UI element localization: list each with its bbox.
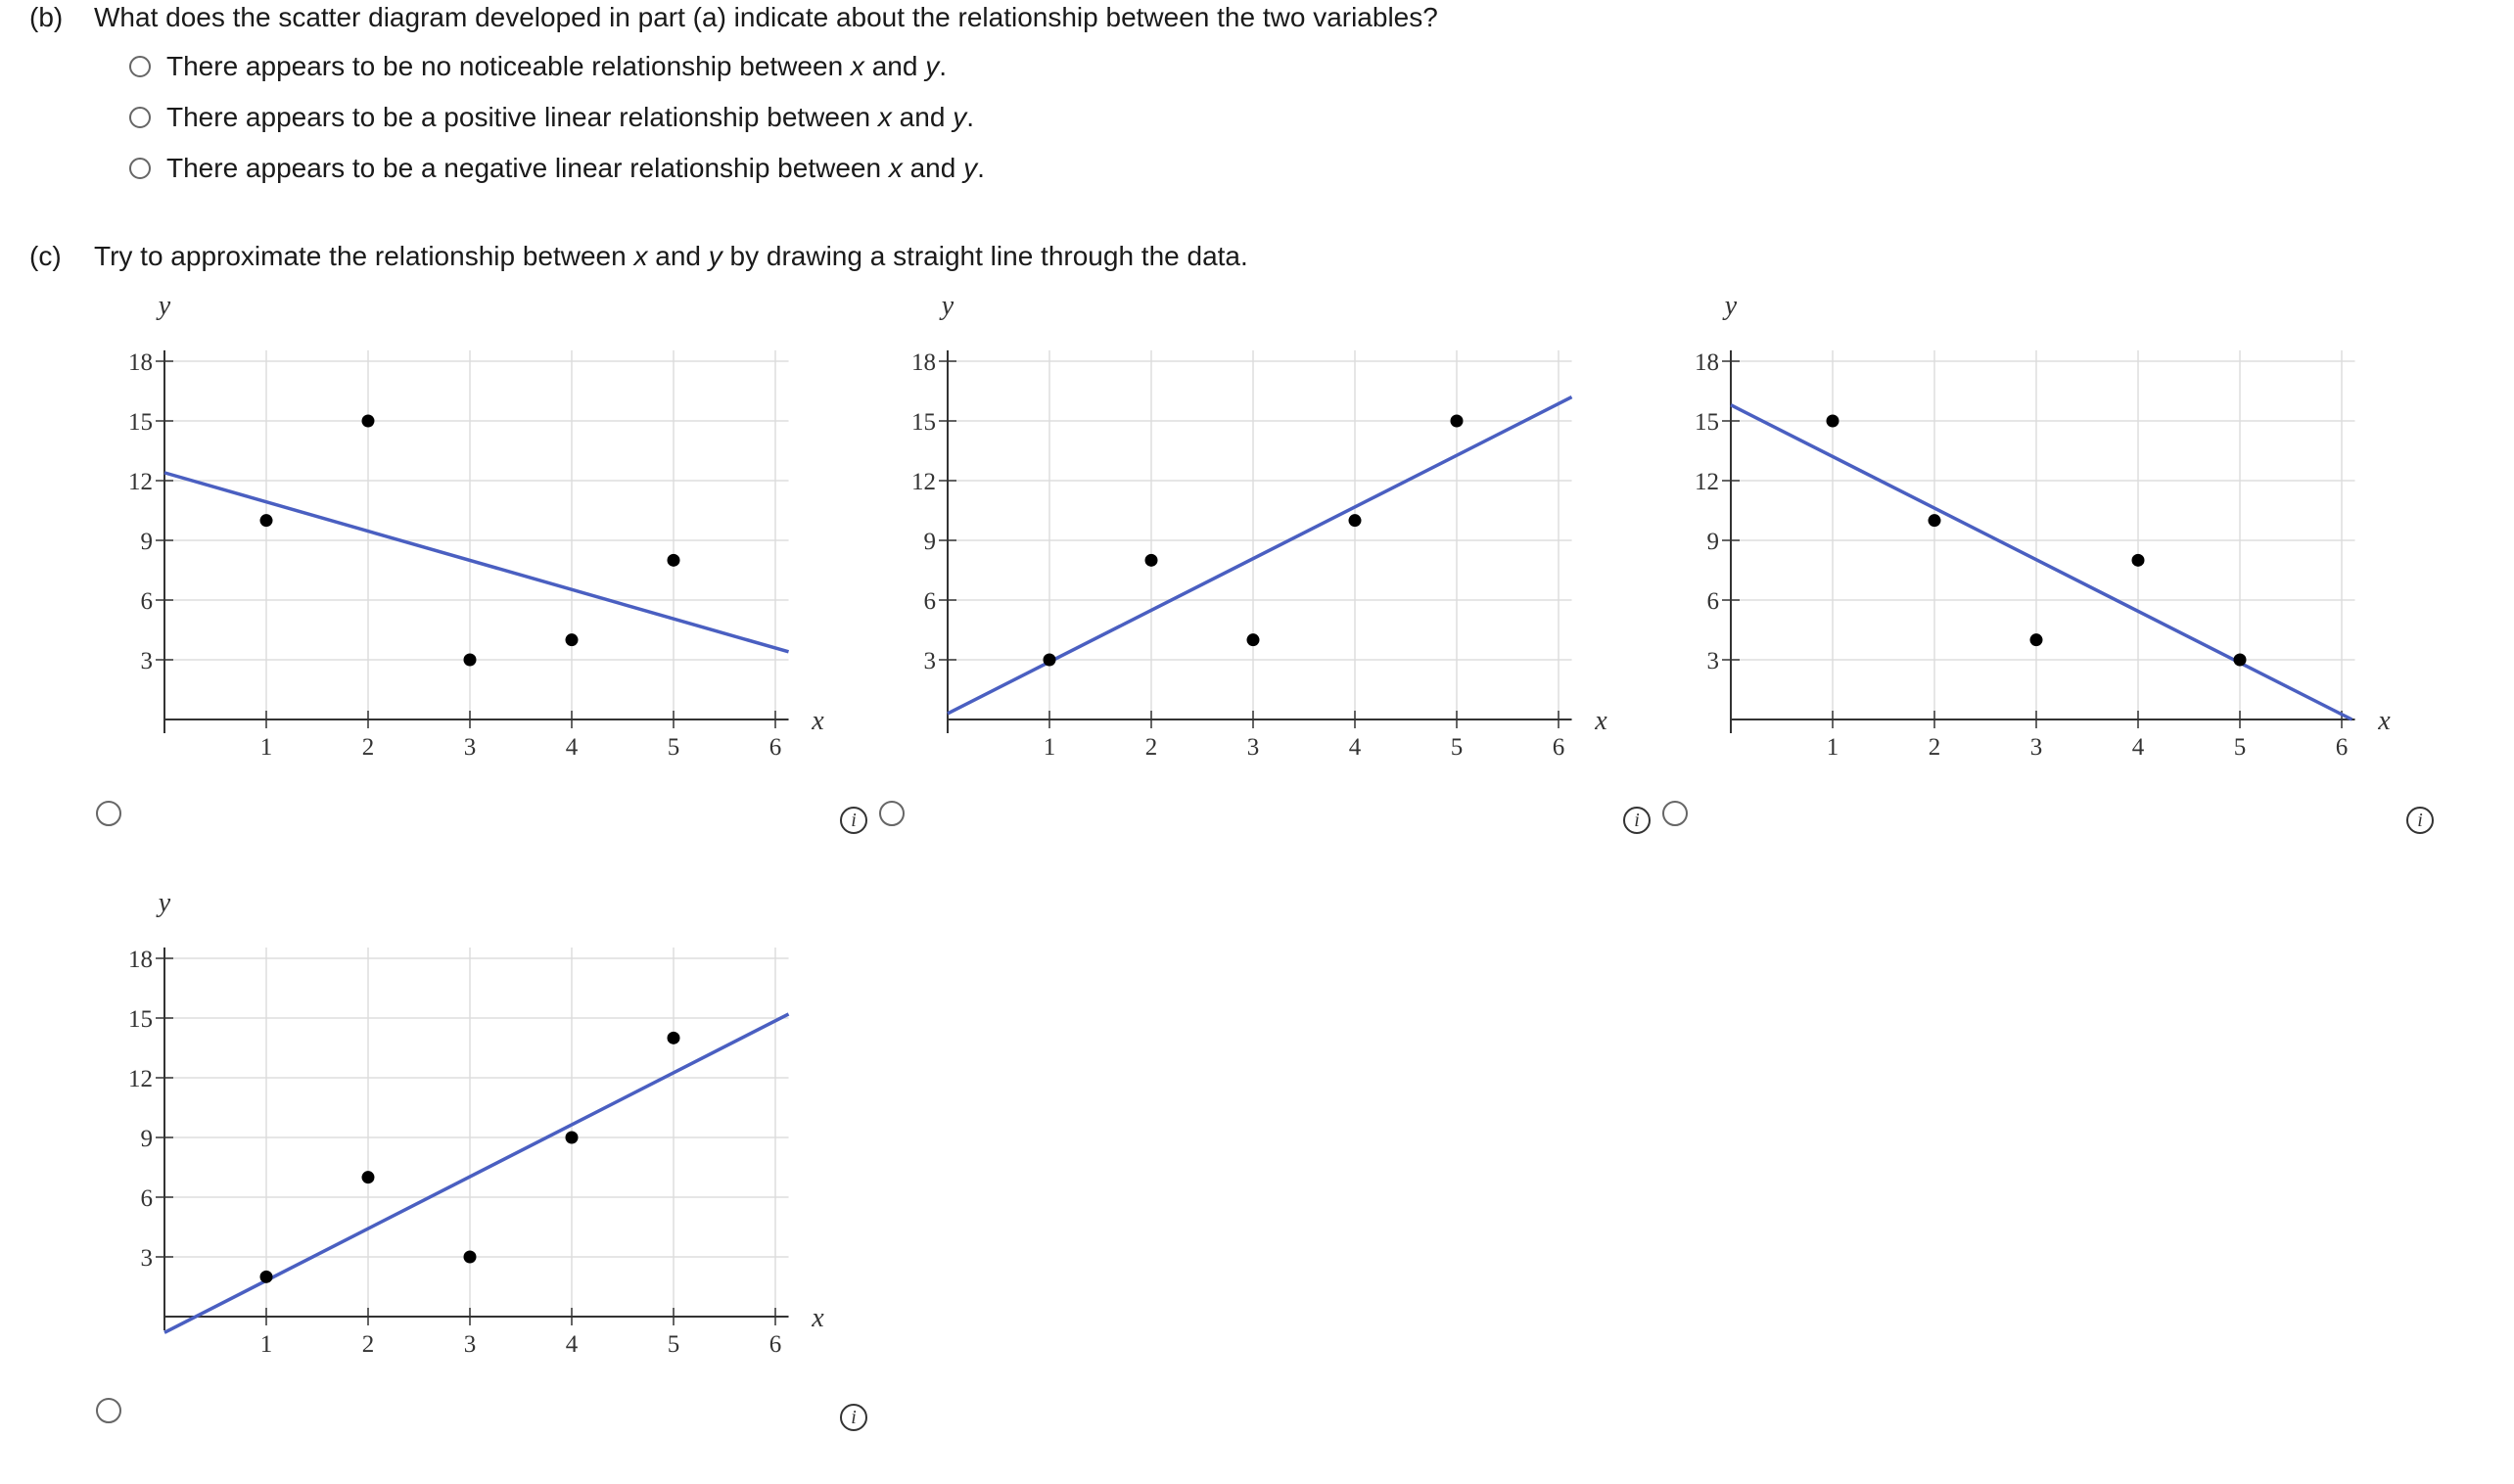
x-tick-label: 3	[463, 1331, 477, 1358]
x-axis-label: x	[812, 1303, 824, 1333]
x-tick-label: 1	[1043, 734, 1056, 761]
x-tick-label: 3	[463, 734, 477, 761]
trend-line	[164, 473, 789, 652]
x-tick-label: 4	[565, 1331, 579, 1358]
option-label: There appears to be no noticeable relationship between x and y.	[166, 51, 947, 81]
x-tick-label: 2	[1144, 734, 1158, 761]
x-tick-label: 6	[768, 734, 782, 761]
info-icon[interactable]: i	[1623, 807, 1651, 834]
data-point	[464, 1251, 477, 1264]
y-tick-label: 15	[911, 409, 936, 437]
y-tick-label: 6	[1706, 588, 1719, 616]
y-tick-label: 18	[1695, 349, 1719, 377]
y-axis-label: y	[158, 888, 171, 918]
data-point	[2132, 554, 2145, 567]
x-tick-label: 5	[667, 734, 680, 761]
trend-line	[1731, 405, 2351, 719]
data-point	[1247, 633, 1260, 646]
data-point	[566, 633, 579, 646]
chart-option-1-radio[interactable]	[96, 801, 121, 826]
y-tick-label: 12	[1695, 469, 1719, 496]
y-tick-label: 3	[140, 1245, 153, 1273]
option-no-relationship[interactable]	[129, 51, 947, 82]
y-tick-label: 9	[140, 1126, 153, 1153]
option-negative-linear-radio[interactable]	[129, 158, 151, 179]
y-tick-label: 6	[140, 588, 153, 616]
chart-option-2-radio[interactable]	[879, 801, 905, 826]
y-tick-label: 9	[923, 529, 936, 556]
data-point	[464, 654, 477, 667]
chart-option-4-radio[interactable]	[96, 1398, 121, 1423]
data-point	[362, 415, 375, 428]
data-point	[2234, 654, 2247, 667]
option-label: There appears to be a negative linear relationship between x and y.	[166, 153, 985, 183]
x-tick-label: 2	[1928, 734, 1941, 761]
data-point	[1044, 654, 1056, 667]
data-point	[2030, 633, 2043, 646]
chart-option-3-radio[interactable]	[1662, 801, 1688, 826]
data-point	[1827, 415, 1839, 428]
x-tick-label: 2	[361, 1331, 375, 1358]
y-tick-label: 18	[128, 947, 153, 974]
x-tick-label: 3	[2029, 734, 2043, 761]
y-tick-label: 12	[128, 1066, 153, 1093]
option-negative-linear[interactable]	[129, 153, 985, 184]
y-tick-label: 12	[128, 469, 153, 496]
y-tick-label: 15	[128, 409, 153, 437]
x-tick-label: 1	[259, 734, 273, 761]
x-axis-label: x	[1595, 706, 1607, 736]
part-c-label: (c)	[29, 241, 62, 271]
data-point	[1349, 514, 1362, 527]
scatter-chart-4	[98, 886, 842, 1366]
part-b-question	[29, 2, 1438, 33]
y-tick-label: 6	[923, 588, 936, 616]
scatter-chart-3	[1664, 289, 2408, 768]
trend-line	[164, 1014, 789, 1332]
data-point	[260, 514, 273, 527]
data-point	[1929, 514, 1941, 527]
x-axis-label: x	[812, 706, 824, 736]
trend-line	[948, 397, 1572, 714]
x-tick-label: 6	[2335, 734, 2349, 761]
info-icon[interactable]: i	[2406, 807, 2434, 834]
option-positive-linear[interactable]	[129, 102, 974, 133]
option-positive-linear-radio[interactable]	[129, 107, 151, 128]
x-tick-label: 1	[1826, 734, 1839, 761]
x-tick-label: 3	[1246, 734, 1260, 761]
x-tick-label: 6	[1552, 734, 1565, 761]
option-no-relationship-radio[interactable]	[129, 56, 151, 77]
data-point	[566, 1132, 579, 1144]
data-point	[362, 1171, 375, 1183]
data-point	[260, 1271, 273, 1283]
y-tick-label: 12	[911, 469, 936, 496]
y-tick-label: 9	[140, 529, 153, 556]
y-tick-label: 15	[1695, 409, 1719, 437]
data-point	[668, 1032, 680, 1044]
x-tick-label: 4	[2131, 734, 2145, 761]
x-tick-label: 5	[2233, 734, 2247, 761]
y-tick-label: 3	[140, 648, 153, 675]
y-axis-label: y	[941, 291, 954, 321]
y-tick-label: 18	[128, 349, 153, 377]
scatter-chart-2	[881, 289, 1625, 768]
y-tick-label: 6	[140, 1185, 153, 1213]
x-tick-label: 5	[667, 1331, 680, 1358]
info-icon[interactable]: i	[840, 807, 867, 834]
y-tick-label: 18	[911, 349, 936, 377]
y-tick-label: 3	[1706, 648, 1719, 675]
x-tick-label: 4	[1348, 734, 1362, 761]
x-tick-label: 6	[768, 1331, 782, 1358]
part-c-question: (c) Try to approximate the relationship between x and y by drawing a straight line through the data.	[29, 241, 1248, 271]
x-tick-label: 5	[1450, 734, 1464, 761]
x-tick-label: 4	[565, 734, 579, 761]
option-label: There appears to be a positive linear relationship between x and y.	[166, 102, 974, 132]
y-tick-label: 15	[128, 1006, 153, 1034]
y-axis-label: y	[158, 291, 171, 321]
y-tick-label: 3	[923, 648, 936, 675]
x-tick-label: 1	[259, 1331, 273, 1358]
part-b-label: (b)	[29, 2, 64, 32]
info-icon[interactable]: i	[840, 1404, 867, 1431]
data-point	[668, 554, 680, 567]
data-point	[1451, 415, 1464, 428]
x-tick-label: 2	[361, 734, 375, 761]
scatter-chart-1	[98, 289, 842, 768]
part-b-question-text: What does the scatter diagram developed in part (a) indicate about the relationship between the two variables?	[94, 2, 1438, 32]
y-tick-label: 9	[1706, 529, 1719, 556]
x-axis-label: x	[2378, 706, 2391, 736]
data-point	[1145, 554, 1158, 567]
y-axis-label: y	[1724, 291, 1738, 321]
